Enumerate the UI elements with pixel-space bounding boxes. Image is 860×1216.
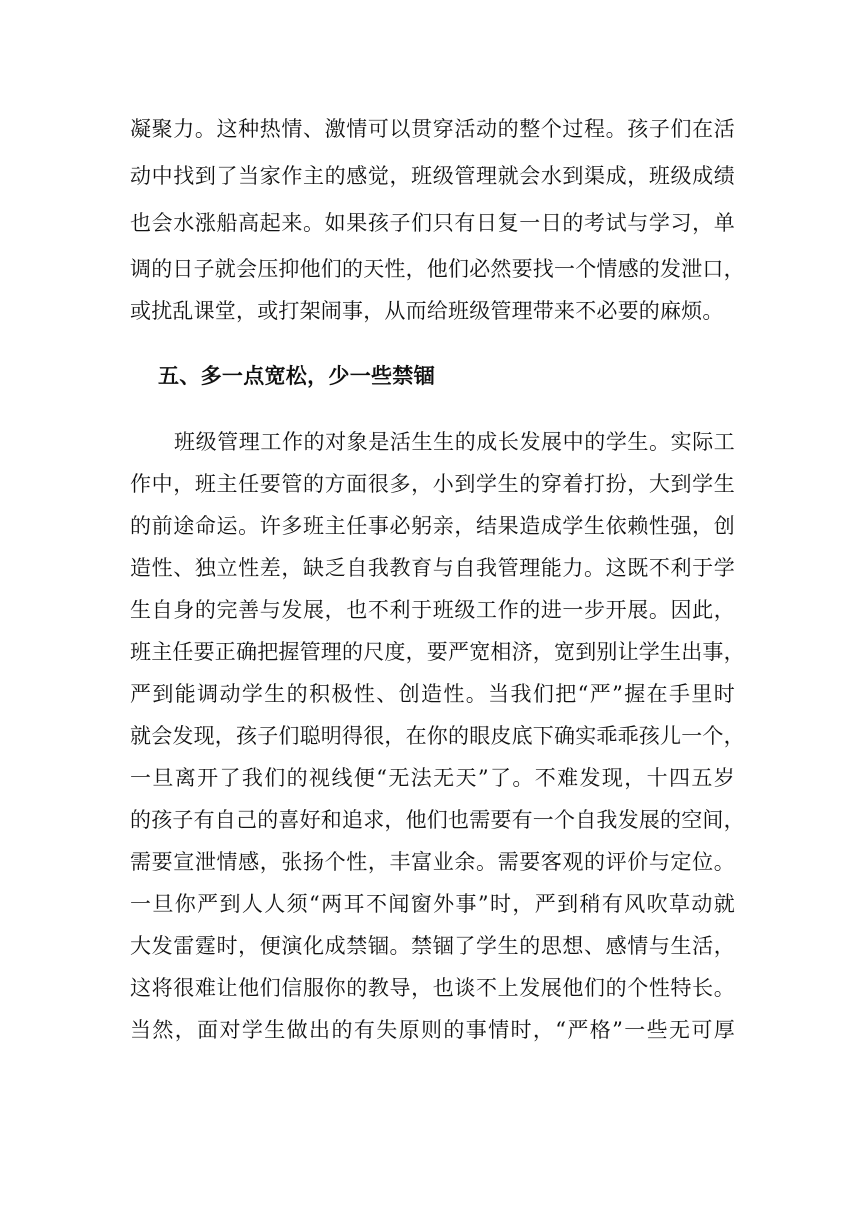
text-line: 也会水涨船高起来。如果孩子们只有日复一日的考试与学习，单 <box>130 211 735 235</box>
text-line: 就会发现，孩子们聪明得很，在你的眼皮底下确实乖乖孩儿一个， <box>130 724 745 748</box>
text-line: 或扰乱课堂，或打架闹事，从而给班级管理带来不必要的麻烦。 <box>130 299 724 323</box>
text-line: 作中，班主任要管的方面很多，小到学生的穿着打扮，大到学生 <box>130 472 735 496</box>
text-line: 需要宣泄情感，张扬个性，丰富业余。需要客观的评价与定位。 <box>130 850 735 874</box>
text-line: 一旦你严到人人须“两耳不闻窗外事”时，严到稍有风吹草动就 <box>130 892 735 916</box>
text-line: 的孩子有自己的喜好和追求，他们也需要有一个自我发展的空间， <box>130 808 745 832</box>
section-heading: 五、多一点宽松，少一些禁锢 <box>158 363 435 388</box>
text-line: 班级管理工作的对象是活生生的成长发展中的学生。实际工 <box>174 430 735 454</box>
text-line: 当然，面对学生做出的有失原则的事情时，“严格”一些无可厚 <box>130 1018 735 1042</box>
text-line: 一旦离开了我们的视线便“无法无天”了。不难发现，十四五岁 <box>130 766 735 790</box>
text-line: 这将很难让他们信服你的教导，也谈不上发展他们的个性特长。 <box>130 976 735 1000</box>
text-line: 造性、独立性差，缺乏自我教育与自我管理能力。这既不利于学 <box>130 556 735 580</box>
text-line: 的前途命运。许多班主任事必躬亲，结果造成学生依赖性强，创 <box>130 514 735 538</box>
text-line: 动中找到了当家作主的感觉，班级管理就会水到渠成，班级成绩 <box>130 164 735 188</box>
text-line: 生自身的完善与发展，也不利于班级工作的进一步开展。因此， <box>130 598 735 622</box>
text-line: 大发雷霆时，便演化成禁锢。禁锢了学生的思想、感情与生活， <box>130 934 735 958</box>
text-line: 严到能调动学生的积极性、创造性。当我们把“严”握在手里时 <box>130 682 735 706</box>
text-line: 班主任要正确把握管理的尺度，要严宽相济，宽到别让学生出事， <box>130 640 745 664</box>
text-line: 调的日子就会压抑他们的天性，他们必然要找一个情感的发泄口， <box>130 257 745 281</box>
text-line: 凝聚力。这种热情、激情可以贯穿活动的整个过程。孩子们在活 <box>130 117 735 141</box>
